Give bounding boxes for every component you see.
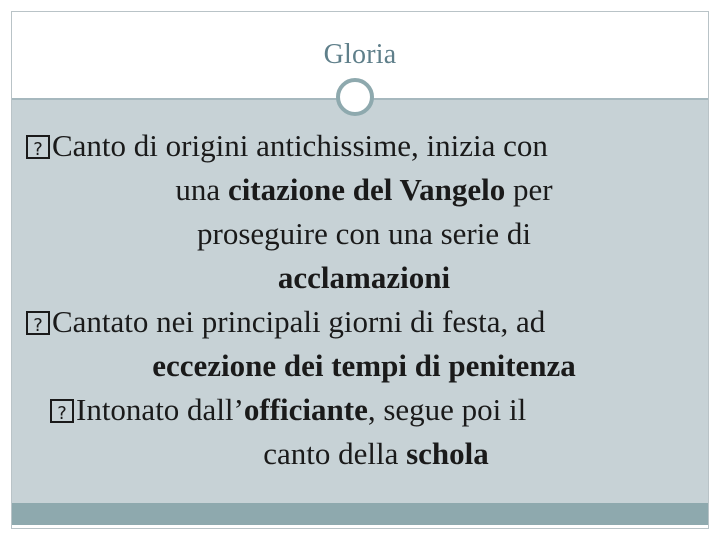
sub-bullet-item (26, 388, 702, 476)
bullet-text-bold: citazione del Vangelo (227, 172, 506, 207)
bullet-line (50, 388, 702, 432)
bullet-text: canto della (263, 436, 407, 471)
bullet-text: proseguire con una serie di (197, 216, 531, 251)
bullet-text: una (175, 172, 228, 207)
footer-bar (12, 503, 708, 525)
bullet-text-bold: acclamazioni (277, 260, 451, 295)
bullet-line (26, 256, 702, 300)
bullet-text: Cantato nei principali giorni di festa, ad (52, 304, 546, 339)
slide-title: Gloria (323, 39, 397, 70)
bullet-item (26, 124, 702, 300)
bullet-line (26, 124, 702, 168)
bullet-text: Canto di origini antichissime, inizia con (52, 128, 548, 163)
bullet-item (26, 300, 702, 388)
bullet-text: Intonato dall’ (76, 392, 244, 427)
bullet-line (50, 432, 702, 476)
bullet-text-bold: schola (406, 436, 489, 471)
bullet-line (26, 344, 702, 388)
bullet-text-bold: eccezione dei tempi di penitenza (152, 348, 576, 383)
bullet-line (26, 212, 702, 256)
ring-ornament-icon (336, 78, 374, 116)
bullet-text-bold: officiante (243, 392, 368, 427)
bullet-list (26, 124, 702, 476)
bullet-line (26, 168, 702, 212)
bullet-icon (26, 311, 50, 335)
bullet-icon (26, 135, 50, 159)
bullet-text: , segue poi il (367, 392, 527, 427)
bullet-icon (50, 399, 74, 423)
bullet-line (26, 300, 702, 344)
bullet-text: per (505, 172, 553, 207)
